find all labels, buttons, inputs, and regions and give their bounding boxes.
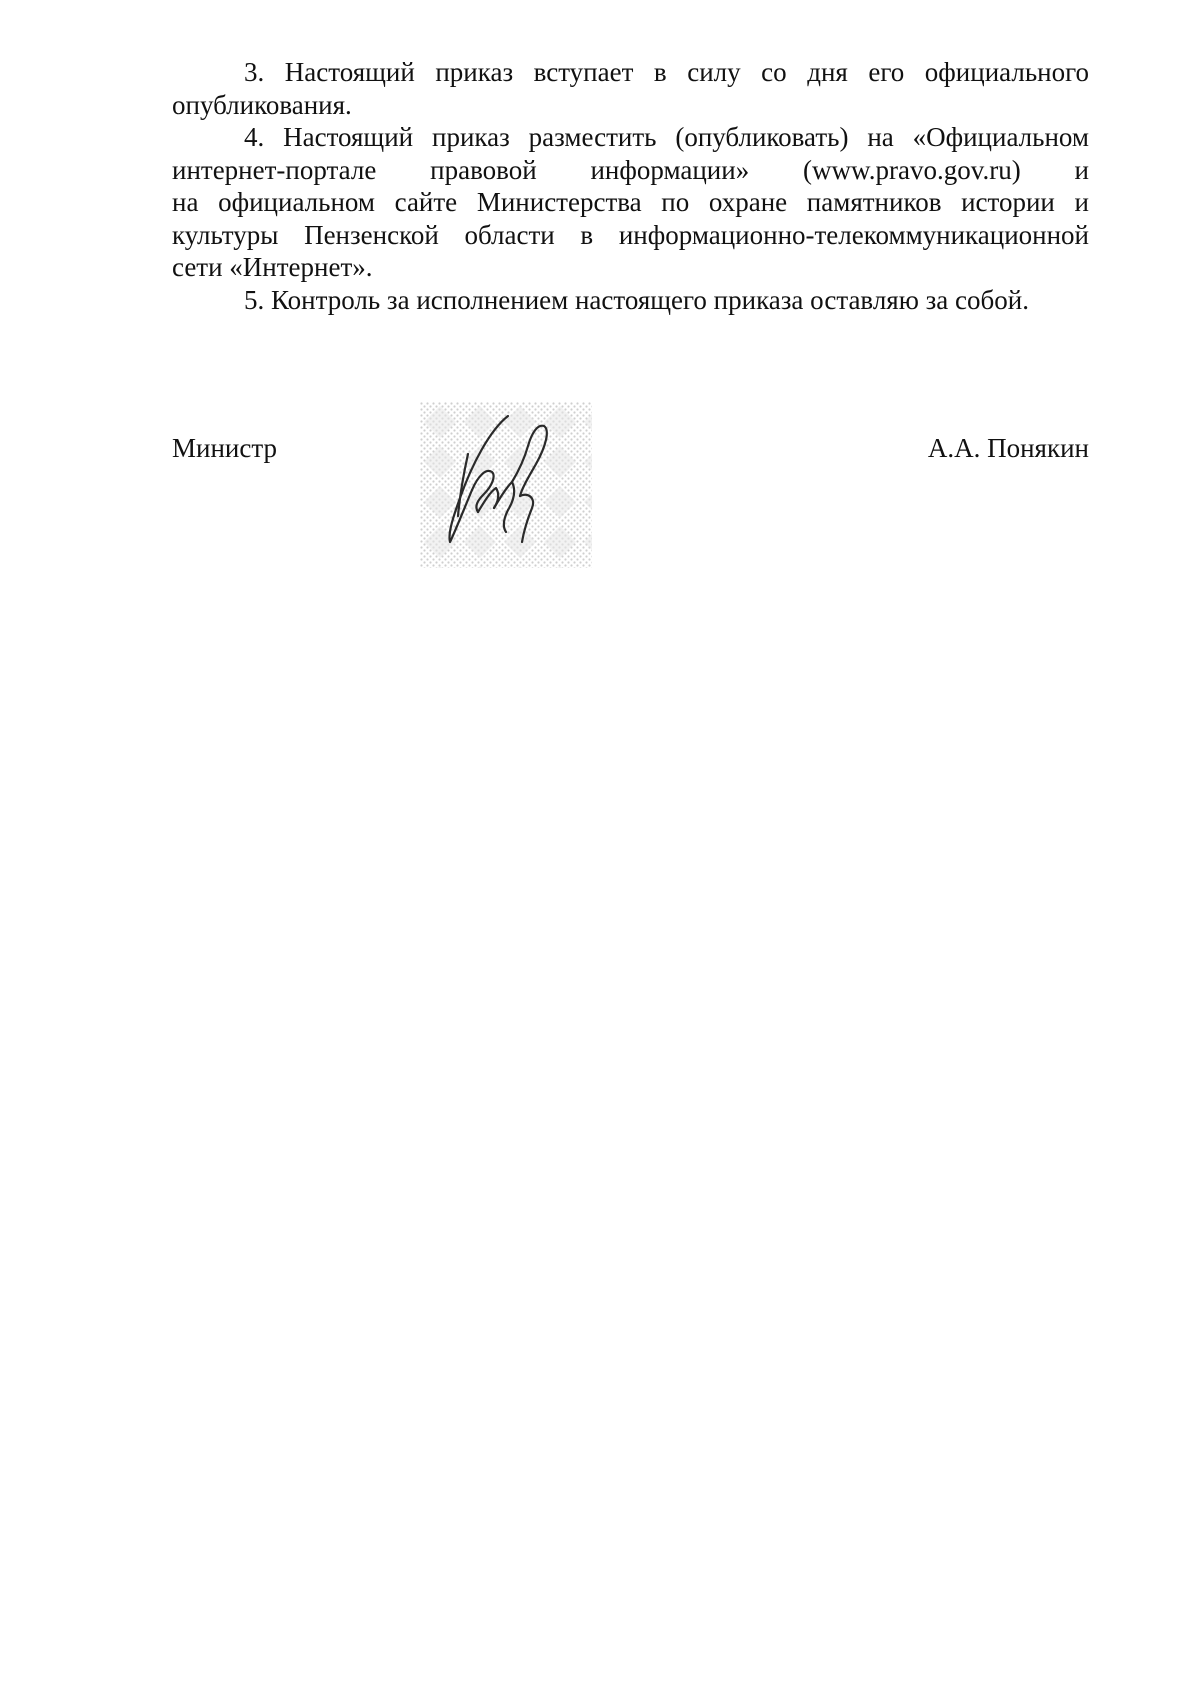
paragraph-4-line-5: сети «Интернет». [172, 252, 373, 282]
handwritten-signature-image [420, 402, 592, 568]
paragraph-4-line-1: 4. Настоящий приказ разместить (опубликовать) на «Официальном [244, 122, 1089, 152]
signer-position: Министр [172, 433, 277, 463]
document-body [172, 56, 1089, 316]
signature-block [172, 430, 1089, 466]
paragraph-3 [172, 56, 1089, 121]
paragraph-5-line-1: 5. Контроль за исполнением настоящего приказа оставляю за собой. [244, 284, 1029, 315]
signer-name: А.А. Понякин [927, 433, 1089, 463]
paragraph-4-line-3: на официальном сайте Министерства по охране памятников истории и [172, 187, 1089, 217]
paragraph-3-line-1: 3. Настоящий приказ вступает в силу со дня его официального [244, 57, 1089, 87]
signature-pattern-overlay [420, 402, 592, 568]
paragraph-4 [172, 121, 1089, 284]
paragraph-5 [172, 284, 1089, 317]
paragraph-3-line-2: опубликования. [172, 89, 352, 120]
paragraph-4-line-2: интернет-портале правовой информации» (www.pravo.gov.ru) и [172, 154, 1089, 185]
paragraph-4-line-4: культуры Пензенской области в информационно-телекоммуникационной [172, 219, 1089, 250]
